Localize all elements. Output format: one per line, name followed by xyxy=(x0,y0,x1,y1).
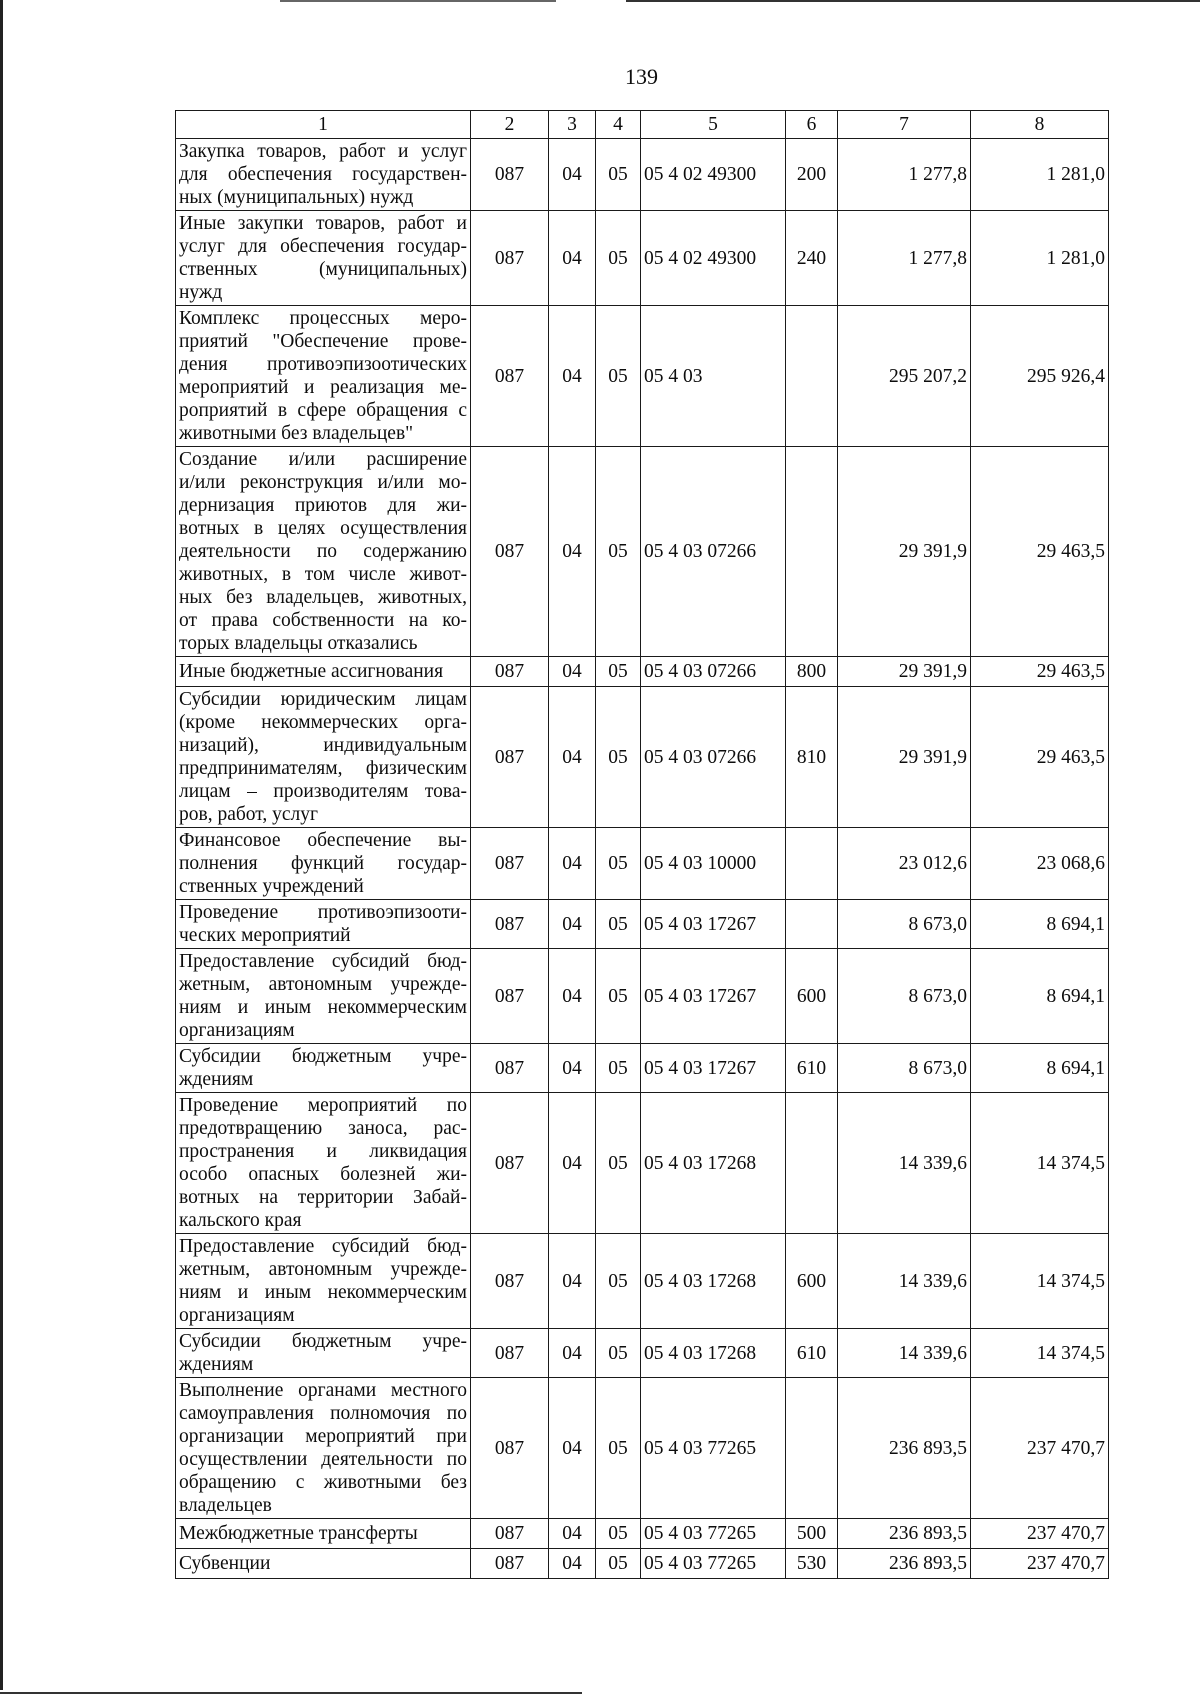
row-description xyxy=(176,447,471,657)
description-line: Субсидии бюджетным учре- xyxy=(179,1046,467,1067)
table-row xyxy=(176,1093,1109,1234)
cell-col-3: 04 xyxy=(549,1044,596,1093)
cell-col-5: 05 4 03 17268 xyxy=(641,1093,786,1234)
description-line: ческих мероприятий xyxy=(179,925,351,946)
column-header-5: 5 xyxy=(641,111,786,139)
cell-col-2: 087 xyxy=(471,1549,549,1579)
description-line: обращению с животными без xyxy=(179,1472,467,1493)
description-line: Проведение мероприятий по xyxy=(179,1095,467,1116)
cell-col-3: 04 xyxy=(549,1234,596,1329)
cell-col-2: 087 xyxy=(471,211,549,306)
cell-col-5: 05 4 03 07266 xyxy=(641,447,786,657)
description-line: мероприятий и реализация ме- xyxy=(179,377,467,398)
cell-col-7: 8 673,0 xyxy=(838,900,971,949)
description-line: организации мероприятий при xyxy=(179,1426,467,1447)
description-line: Закупка товаров, работ и услуг xyxy=(179,141,467,162)
description-line: ниям и иным некоммерческим xyxy=(179,1282,467,1303)
description-line: Предоставление субсидий бюд- xyxy=(179,951,467,972)
cell-col-3: 04 xyxy=(549,1549,596,1579)
cell-col-7: 236 893,5 xyxy=(838,1549,971,1579)
description-line: для обеспечения государствен- xyxy=(179,164,467,185)
cell-col-2: 087 xyxy=(471,828,549,900)
cell-col-4: 05 xyxy=(596,1044,641,1093)
description-line: животных, в том числе живот- xyxy=(179,564,467,585)
description-line: вотных на территории Забай- xyxy=(179,1187,467,1208)
cell-col-7: 23 012,6 xyxy=(838,828,971,900)
cell-col-3: 04 xyxy=(549,447,596,657)
description-line: ных без владельцев, животных, xyxy=(179,587,467,608)
description-line: Предоставление субсидий бюд- xyxy=(179,1236,467,1257)
cell-col-4: 05 xyxy=(596,1519,641,1549)
cell-col-6: 600 xyxy=(786,1234,838,1329)
cell-col-5: 05 4 03 77265 xyxy=(641,1378,786,1519)
cell-col-2: 087 xyxy=(471,1519,549,1549)
cell-col-6 xyxy=(786,1378,838,1519)
description-line: ственных учреждений xyxy=(179,876,364,897)
description-line: самоуправления полномочия по xyxy=(179,1403,467,1424)
description-line: предотвращению заноса, рас- xyxy=(179,1118,467,1139)
row-description xyxy=(176,1549,471,1579)
cell-col-2: 087 xyxy=(471,1044,549,1093)
column-header-4: 4 xyxy=(596,111,641,139)
cell-col-3: 04 xyxy=(549,1329,596,1378)
cell-col-3: 04 xyxy=(549,1378,596,1519)
description-line: Субсидии юридическим лицам xyxy=(179,689,467,710)
cell-col-8: 8 694,1 xyxy=(971,949,1109,1044)
description-line: низаций), индивидуальным xyxy=(179,735,467,756)
cell-col-5: 05 4 03 77265 xyxy=(641,1549,786,1579)
cell-col-2: 087 xyxy=(471,657,549,687)
cell-col-8: 29 463,5 xyxy=(971,447,1109,657)
cell-col-6: 600 xyxy=(786,949,838,1044)
cell-col-4: 05 xyxy=(596,1378,641,1519)
budget-table xyxy=(175,110,1109,1579)
cell-col-8: 14 374,5 xyxy=(971,1093,1109,1234)
cell-col-6 xyxy=(786,1093,838,1234)
cell-col-5: 05 4 03 77265 xyxy=(641,1519,786,1549)
description-line: ждениям xyxy=(179,1069,254,1090)
description-line: нужд xyxy=(179,282,223,303)
cell-col-6 xyxy=(786,306,838,447)
description-line: ниям и иным некоммерческим xyxy=(179,997,467,1018)
cell-col-5: 05 4 03 07266 xyxy=(641,657,786,687)
cell-col-8: 1 281,0 xyxy=(971,139,1109,211)
description-line: лицам – производителям това- xyxy=(179,781,467,802)
column-header-1: 1 xyxy=(176,111,471,139)
cell-col-6: 800 xyxy=(786,657,838,687)
cell-col-8: 8 694,1 xyxy=(971,900,1109,949)
cell-col-4: 05 xyxy=(596,657,641,687)
row-description xyxy=(176,1044,471,1093)
description-line: от права собственности на ко- xyxy=(179,610,467,631)
table-row xyxy=(176,1044,1109,1093)
table-row xyxy=(176,828,1109,900)
cell-col-8: 14 374,5 xyxy=(971,1329,1109,1378)
cell-col-5: 05 4 02 49300 xyxy=(641,211,786,306)
description-line: ждениям xyxy=(179,1354,254,1375)
row-description xyxy=(176,139,471,211)
description-line: пространения и ликвидация xyxy=(179,1141,467,1162)
row-description xyxy=(176,657,471,687)
description-line: (кроме некоммерческих орга- xyxy=(179,712,467,733)
description-line: торых владельцы отказались xyxy=(179,633,418,654)
row-description xyxy=(176,828,471,900)
row-description xyxy=(176,1519,471,1549)
table-row xyxy=(176,1329,1109,1378)
cell-col-4: 05 xyxy=(596,447,641,657)
cell-col-7: 1 277,8 xyxy=(838,139,971,211)
description-line: Межбюджетные трансферты xyxy=(179,1523,418,1544)
cell-col-6: 610 xyxy=(786,1044,838,1093)
cell-col-7: 8 673,0 xyxy=(838,949,971,1044)
description-line: Финансовое обеспечение вы- xyxy=(179,830,467,851)
row-description xyxy=(176,949,471,1044)
table-row xyxy=(176,900,1109,949)
cell-col-6: 810 xyxy=(786,687,838,828)
cell-col-7: 29 391,9 xyxy=(838,657,971,687)
cell-col-3: 04 xyxy=(549,828,596,900)
table-row xyxy=(176,1234,1109,1329)
cell-col-8: 237 470,7 xyxy=(971,1378,1109,1519)
cell-col-4: 05 xyxy=(596,687,641,828)
page-number: 139 xyxy=(625,64,658,89)
column-header-7: 7 xyxy=(838,111,971,139)
cell-col-3: 04 xyxy=(549,687,596,828)
cell-col-6: 240 xyxy=(786,211,838,306)
description-line: ных (муниципальных) нужд xyxy=(179,187,414,208)
description-line: особо опасных болезней жи- xyxy=(179,1164,467,1185)
table-row xyxy=(176,306,1109,447)
row-description xyxy=(176,1329,471,1378)
description-line: организациям xyxy=(179,1020,295,1041)
cell-col-6: 200 xyxy=(786,139,838,211)
table-row xyxy=(176,1519,1109,1549)
row-description xyxy=(176,1378,471,1519)
cell-col-5: 05 4 03 07266 xyxy=(641,687,786,828)
cell-col-4: 05 xyxy=(596,1234,641,1329)
cell-col-8: 14 374,5 xyxy=(971,1234,1109,1329)
cell-col-8: 237 470,7 xyxy=(971,1519,1109,1549)
cell-col-6: 610 xyxy=(786,1329,838,1378)
cell-col-7: 14 339,6 xyxy=(838,1093,971,1234)
cell-col-5: 05 4 03 17267 xyxy=(641,1044,786,1093)
cell-col-4: 05 xyxy=(596,900,641,949)
cell-col-8: 23 068,6 xyxy=(971,828,1109,900)
description-line: Выполнение органами местного xyxy=(179,1380,467,1401)
cell-col-8: 1 281,0 xyxy=(971,211,1109,306)
cell-col-3: 04 xyxy=(549,657,596,687)
cell-col-2: 087 xyxy=(471,1329,549,1378)
description-line: жетным, автономным учрежде- xyxy=(179,974,467,995)
cell-col-2: 087 xyxy=(471,900,549,949)
cell-col-3: 04 xyxy=(549,900,596,949)
description-line: Иные закупки товаров, работ и xyxy=(179,213,467,234)
description-line: организациям xyxy=(179,1305,295,1326)
description-line: жетным, автономным учрежде- xyxy=(179,1259,467,1280)
cell-col-3: 04 xyxy=(549,306,596,447)
row-description xyxy=(176,211,471,306)
row-description xyxy=(176,687,471,828)
scan-edge-top xyxy=(626,0,1200,2)
table-row xyxy=(176,657,1109,687)
cell-col-8: 237 470,7 xyxy=(971,1549,1109,1579)
cell-col-6 xyxy=(786,447,838,657)
row-description xyxy=(176,900,471,949)
cell-col-2: 087 xyxy=(471,139,549,211)
cell-col-7: 236 893,5 xyxy=(838,1378,971,1519)
description-line: владельцев xyxy=(179,1495,272,1516)
table-row xyxy=(176,1378,1109,1519)
description-line: Комплекс процессных меро- xyxy=(179,308,467,329)
cell-col-7: 1 277,8 xyxy=(838,211,971,306)
cell-col-4: 05 xyxy=(596,1549,641,1579)
cell-col-2: 087 xyxy=(471,949,549,1044)
scan-edge-left xyxy=(0,0,3,1690)
cell-col-7: 29 391,9 xyxy=(838,687,971,828)
cell-col-7: 14 339,6 xyxy=(838,1234,971,1329)
description-line: и/или реконструкция и/или мо- xyxy=(179,472,467,493)
cell-col-6: 500 xyxy=(786,1519,838,1549)
description-line: осуществлении деятельности по xyxy=(179,1449,467,1470)
column-header-6: 6 xyxy=(786,111,838,139)
cell-col-8: 8 694,1 xyxy=(971,1044,1109,1093)
scan-edge-bottom xyxy=(0,1692,582,1694)
cell-col-3: 04 xyxy=(549,949,596,1044)
cell-col-3: 04 xyxy=(549,139,596,211)
description-line: Субвенции xyxy=(179,1553,271,1574)
cell-col-4: 05 xyxy=(596,1329,641,1378)
cell-col-6 xyxy=(786,900,838,949)
cell-col-7: 295 207,2 xyxy=(838,306,971,447)
table-row xyxy=(176,447,1109,657)
cell-col-8: 29 463,5 xyxy=(971,687,1109,828)
cell-col-5: 05 4 03 17267 xyxy=(641,900,786,949)
cell-col-5: 05 4 03 xyxy=(641,306,786,447)
cell-col-2: 087 xyxy=(471,1093,549,1234)
table-row xyxy=(176,1549,1109,1579)
description-line: деятельности по содержанию xyxy=(179,541,467,562)
cell-col-2: 087 xyxy=(471,1234,549,1329)
description-line: дернизация приютов для жи- xyxy=(179,495,467,516)
table-body xyxy=(176,139,1109,1579)
cell-col-4: 05 xyxy=(596,949,641,1044)
cell-col-6 xyxy=(786,828,838,900)
cell-col-8: 29 463,5 xyxy=(971,657,1109,687)
cell-col-4: 05 xyxy=(596,211,641,306)
cell-col-3: 04 xyxy=(549,211,596,306)
cell-col-2: 087 xyxy=(471,687,549,828)
description-line: ственных (муниципальных) xyxy=(179,259,467,280)
description-line: Создание и/или расширение xyxy=(179,449,467,470)
cell-col-2: 087 xyxy=(471,447,549,657)
cell-col-8: 295 926,4 xyxy=(971,306,1109,447)
cell-col-4: 05 xyxy=(596,828,641,900)
cell-col-7: 236 893,5 xyxy=(838,1519,971,1549)
cell-col-2: 087 xyxy=(471,1378,549,1519)
table-row xyxy=(176,139,1109,211)
scan-edge-top xyxy=(280,0,556,2)
cell-col-7: 14 339,6 xyxy=(838,1329,971,1378)
table-header-row xyxy=(176,111,1109,139)
description-line: приятий "Обеспечение прове- xyxy=(179,331,467,352)
description-line: услуг для обеспечения государ- xyxy=(179,236,467,257)
table-row xyxy=(176,211,1109,306)
cell-col-5: 05 4 03 17267 xyxy=(641,949,786,1044)
column-header-3: 3 xyxy=(549,111,596,139)
description-line: Проведение противоэпизооти- xyxy=(179,902,467,923)
cell-col-5: 05 4 03 17268 xyxy=(641,1234,786,1329)
description-line: животными без владельцев" xyxy=(179,423,414,444)
description-line: дения противоэпизоотических xyxy=(179,354,467,375)
cell-col-4: 05 xyxy=(596,1093,641,1234)
cell-col-6: 530 xyxy=(786,1549,838,1579)
cell-col-3: 04 xyxy=(549,1093,596,1234)
column-header-2: 2 xyxy=(471,111,549,139)
cell-col-7: 8 673,0 xyxy=(838,1044,971,1093)
description-line: Субсидии бюджетным учре- xyxy=(179,1331,467,1352)
cell-col-5: 05 4 02 49300 xyxy=(641,139,786,211)
cell-col-3: 04 xyxy=(549,1519,596,1549)
row-description xyxy=(176,306,471,447)
description-line: полнения функций государ- xyxy=(179,853,467,874)
cell-col-7: 29 391,9 xyxy=(838,447,971,657)
row-description xyxy=(176,1234,471,1329)
description-line: кальского края xyxy=(179,1210,302,1231)
cell-col-4: 05 xyxy=(596,139,641,211)
description-line: Иные бюджетные ассигнования xyxy=(179,661,444,682)
row-description xyxy=(176,1093,471,1234)
description-line: предпринимателям, физическим xyxy=(179,758,467,779)
description-line: вотных в целях осуществления xyxy=(179,518,467,539)
cell-col-2: 087 xyxy=(471,306,549,447)
cell-col-5: 05 4 03 10000 xyxy=(641,828,786,900)
description-line: ров, работ, услуг xyxy=(179,804,318,825)
table-row xyxy=(176,949,1109,1044)
cell-col-5: 05 4 03 17268 xyxy=(641,1329,786,1378)
column-header-8: 8 xyxy=(971,111,1109,139)
cell-col-4: 05 xyxy=(596,306,641,447)
table-row xyxy=(176,687,1109,828)
description-line: роприятий в сфере обращения с xyxy=(179,400,467,421)
